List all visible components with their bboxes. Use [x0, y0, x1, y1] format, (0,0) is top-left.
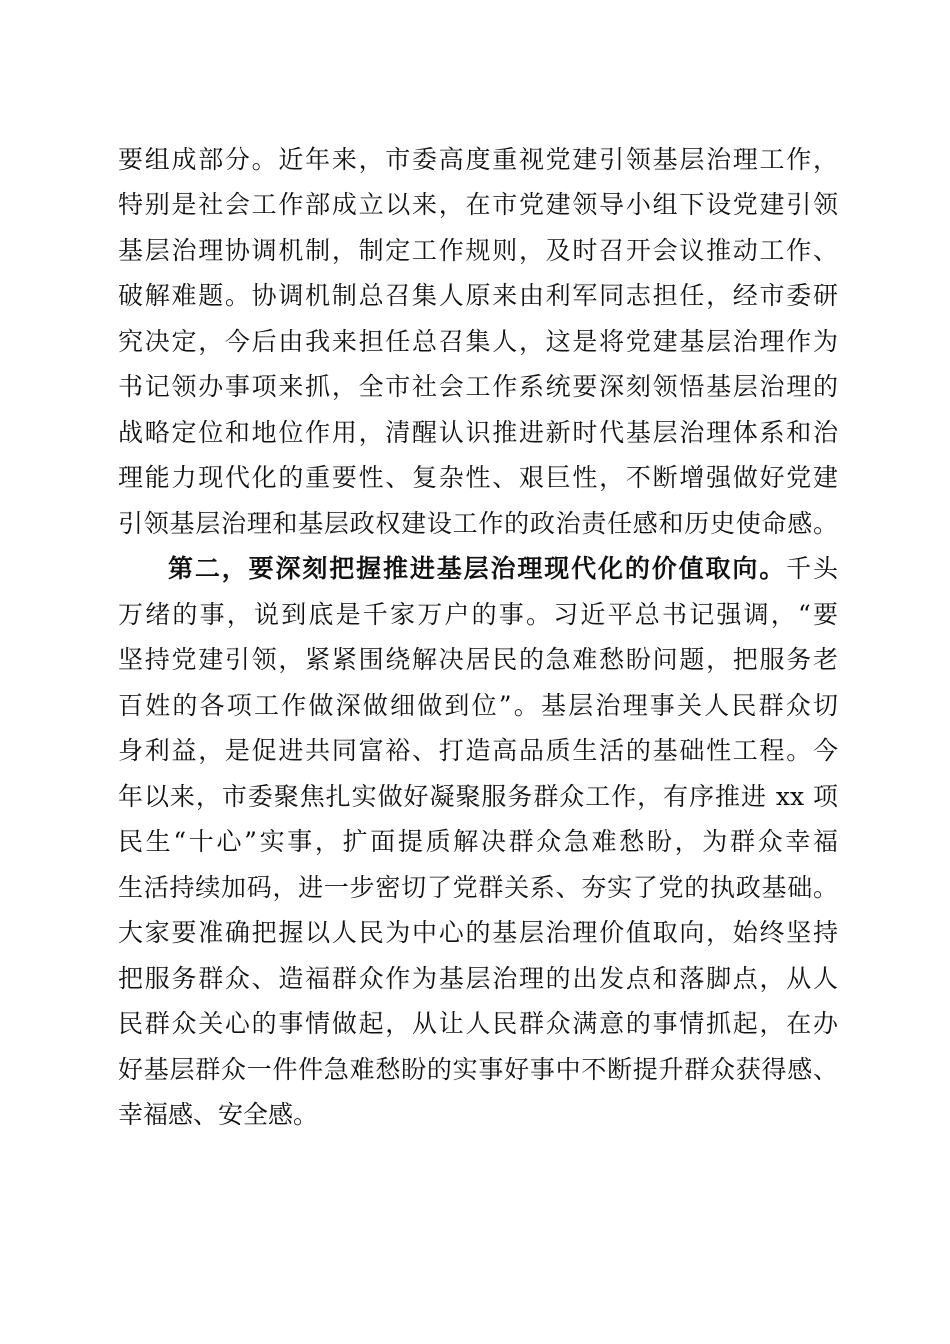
paragraph-line: 书记领办事项来抓，全市社会工作系统要深刻领悟基层治理的 [118, 372, 838, 401]
paragraph-first-line [168, 549, 838, 589]
paragraph-line: 基层治理协调机制，制定工作规则，及时召开会议推动工作、 [118, 236, 838, 265]
paragraph-line: 破解难题。协调机制总召集人原来由利军同志担任，经市委研 [118, 281, 838, 310]
section-heading: 第二，要深刻把握推进基层治理现代化的价值取向。 [168, 554, 787, 583]
paragraph-line: 把服务群众、造福群众作为基层治理的出发点和落脚点，从人 [118, 964, 838, 993]
paragraph-line: 究决定，今后由我来担任总召集人，这是将党建基层治理作为 [118, 327, 838, 356]
paragraph-line: 战略定位和地位作用，清醒认识推进新时代基层治理体系和治 [118, 418, 838, 447]
paragraph-line: 身利益，是促进共同富裕、打造高品质生活的基础性工程。今 [118, 736, 838, 765]
paragraph-line: 理能力现代化的重要性、复杂性、艰巨性，不断增强做好党建 [118, 463, 838, 492]
paragraph-line: 要组成部分。近年来，市委高度重视党建引领基层治理工作， [118, 145, 838, 174]
paragraph-line: 大家要准确把握以人民为中心的基层治理价值取向，始终坚持 [118, 918, 838, 947]
paragraph-line: 幸福感、安全感。 [118, 1100, 319, 1129]
paragraph-line: 生活持续加码，进一步密切了党群关系、夯实了党的执政基础。 [118, 873, 838, 902]
paragraph-line: 民生“十心”实事，扩面提质解决群众急难愁盼，为群众幸福 [118, 827, 838, 856]
paragraph-text: 千头 [786, 554, 838, 583]
paragraph-line: 引领基层治理和基层政权建设工作的政治责任感和历史使命感。 [118, 509, 838, 538]
paragraph-line: 特别是社会工作部成立以来，在市党建领导小组下设党建引领 [118, 190, 838, 219]
paragraph-line: 万绪的事，说到底是千家万户的事。习近平总书记强调，“要 [118, 600, 838, 629]
paragraph-line: 坚持党建引领，紧紧围绕解决居民的急难愁盼问题，把服务老 [118, 645, 838, 674]
paragraph-line: 民群众关心的事情做起，从让人民群众满意的事情抓起，在办 [118, 1009, 838, 1038]
paragraph-line: 好基层群众一件件急难愁盼的实事好事中不断提升群众获得感、 [118, 1055, 838, 1084]
paragraph-line: 百姓的各项工作做深做细做到位”。基层治理事关人民群众切 [118, 691, 838, 720]
paragraph-line: 年以来，市委聚焦扎实做好凝聚服务群众工作，有序推进 xx 项 [118, 782, 838, 811]
